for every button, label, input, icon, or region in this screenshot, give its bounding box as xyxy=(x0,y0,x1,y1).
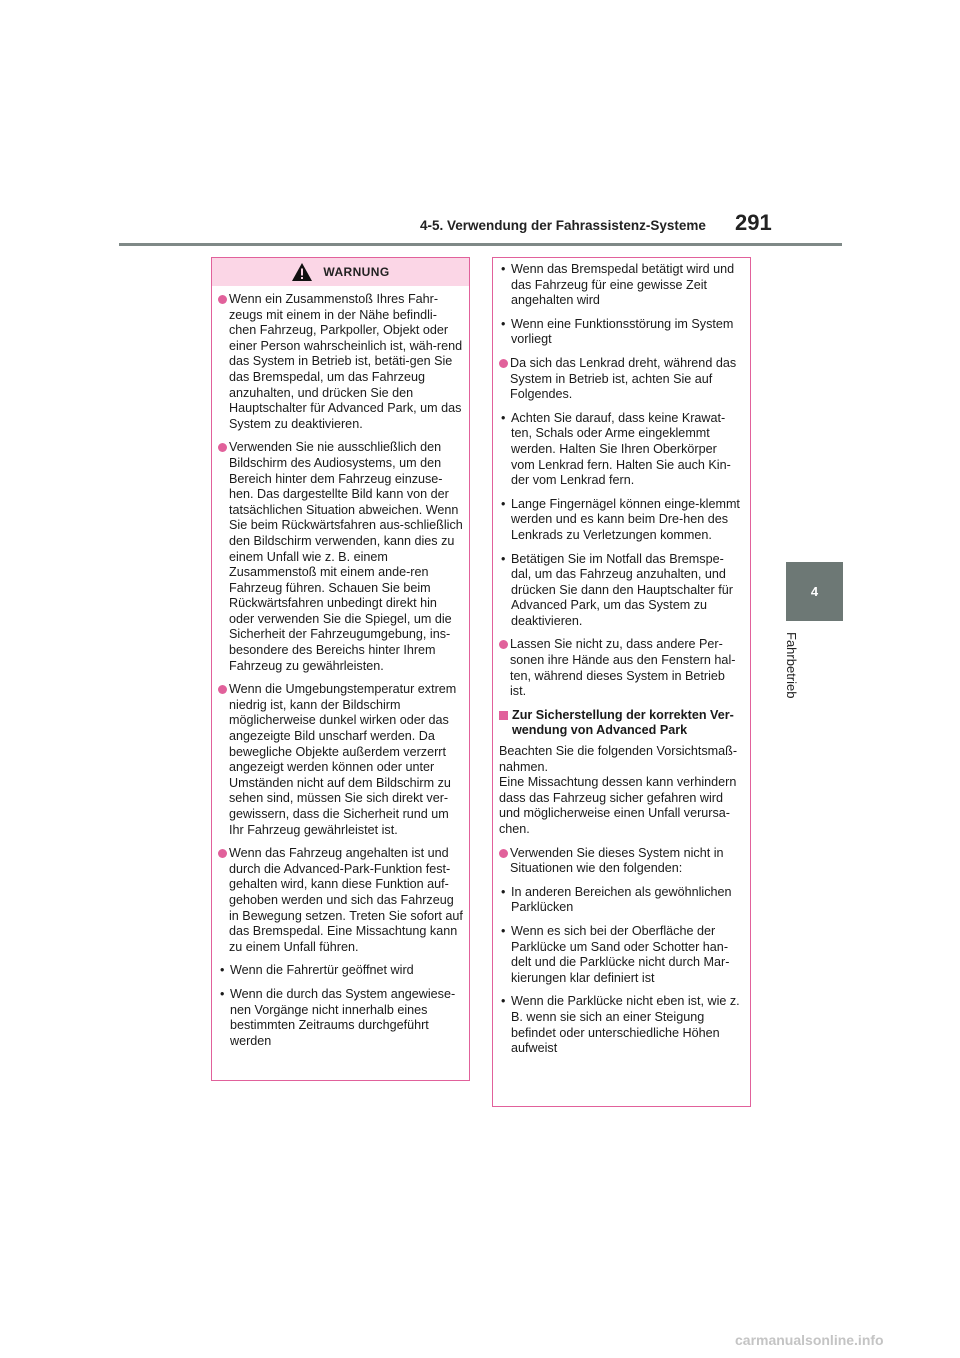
warning-item: Wenn ein Zusammenstoß Ihres Fahr-zeugs mit einem in der Nähe befindli-chen Fahrzeug, Parkpoller, Objekt oder einer Person wahrscheinlich ist, wäh-rend das System in Betrieb ist, betäti-gen Sie das Bremspedal, um das Fahrzeug anzuhalten, und drücken Sie den Hauptschalter für Advanced Park, um das System zu deaktivieren. xyxy=(218,292,463,432)
section-title: 4-5. Verwendung der Fahrassistenz-Systeme xyxy=(420,218,706,233)
warning-item: Verwenden Sie nie ausschließlich den Bildschirm des Audiosystems, um den Bereich hinter dem Fahrzeug einzuse-hen. Das dargestellte Bild kann von der tatsächlichen Situation abweichen. Wenn Sie beim Rückwärtsfahren aus-schließlich den Bildschirm verwenden, kann dies zu einem Unfall wie z. B. einem Zusammenstoß mit einem ande-ren Fahrzeug führen. Schauen Sie beim Rückwärtsfahren unbedingt direkt hin oder verwenden Sie die Spiegel, um die Sicherheit der Fahrzeugumgebung, ins-besondere des Bereichs hinter Ihrem Fahrzeug zu gewährleisten. xyxy=(218,440,463,674)
section-intro-2: Eine Missachtung dessen kann verhindern dass das Fahrzeug sicher gefahren wird und möglicherweise einen Unfall verursa-chen. xyxy=(499,775,737,836)
continuation-content xyxy=(493,258,750,1057)
hands-item: Lassen Sie nicht zu, dass andere Per-sonen ihre Hände aus den Fenstern hal-ten, während dieses System in Betrieb ist. xyxy=(499,637,744,699)
steering-bullet: • Achten Sie darauf, dass keine Krawat-ten, Schals oder Arme eingeklemmt werden. Halten Sie Ihren Oberkörper vom Lenkrad fern. Halten Sie auch Kin-der vom Lenkrad fern. xyxy=(499,411,744,489)
watermark: carmanualsonline.info xyxy=(735,1332,884,1348)
header-rule xyxy=(119,243,842,246)
warning-box xyxy=(211,257,470,1081)
warning-triangle-icon xyxy=(291,262,313,282)
continuation-bullet: • Wenn eine Funktionsstörung im System vorliegt xyxy=(499,317,744,348)
warning-bullet: • Wenn die durch das System angewiese-nen Vorgänge nicht innerhalb eines bestimmten Zeitraums durchgeführt werden xyxy=(218,987,463,1049)
chapter-label: Fahrbetrieb xyxy=(784,632,799,699)
steering-bullet: • Lange Fingernägel können einge-klemmt werden und es kann beim Dre-hen des Lenkrads zu Verletzungen kommen. xyxy=(499,497,744,544)
warning-header xyxy=(212,258,469,286)
warning-title: WARNUNG xyxy=(323,265,390,279)
steering-item: Da sich das Lenkrad dreht, während das System in Betrieb ist, achten Sie auf Folgendes. xyxy=(499,356,744,403)
section-intro: Beachten Sie die folgenden Vorsichtsmaß-nahmen. xyxy=(499,744,738,774)
steering-bullet: • Betätigen Sie im Notfall das Bremspe-dal, um das Fahrzeug anzuhalten, und drücken Sie dann den Hauptschalter für Advanced Park, um das System zu deaktivieren. xyxy=(499,552,744,630)
chapter-tab xyxy=(786,562,843,621)
usage-bullet: • In anderen Bereichen als gewöhnlichen Parklücken xyxy=(499,885,744,916)
section-heading: Zur Sicherstellung der korrekten Ver-wendung von Advanced Park xyxy=(499,708,744,739)
usage-bullet: • Wenn die Parklücke nicht eben ist, wie z. B. wenn sie sich an einer Steigung befindet oder unterschiedliche Höhen aufweist xyxy=(499,994,744,1056)
continuation-bullet: • Wenn das Bremspedal betätigt wird und das Fahrzeug für eine gewisse Zeit angehalten wird xyxy=(499,262,744,309)
usage-bullet: • Wenn es sich bei der Oberfläche der Parklücke um Sand oder Schotter han-delt und die Parklücke nicht durch Mar-kierungen klar definiert ist xyxy=(499,924,744,986)
usage-item: Verwenden Sie dieses System nicht in Situationen wie den folgenden: xyxy=(499,846,744,877)
warning-content xyxy=(212,286,469,1049)
warning-item: Wenn die Umgebungstemperatur extrem niedrig ist, kann der Bildschirm möglicherweise dunkel wirken oder das angezeigte Bild unscharf werden. Da bewegliche Objekte außerdem verzerrt angezeigt werden können oder unter Umständen nicht auf dem Bildschirm zu sehen sind, müssen Sie sich direkt ver-gewissern, dass die Sicherheit rund um Ihr Fahrzeug gewährleistet ist. xyxy=(218,682,463,838)
warning-item: Wenn das Fahrzeug angehalten ist und durch die Advanced-Park-Funktion fest-gehalten wird, kann diese Funktion auf-gehoben werden und sich das Fahrzeug in Bewegung setzen. Treten Sie sofort auf das Bremspedal. Eine Missachtung kann zu einem Unfall führen. xyxy=(218,846,463,955)
page-number: 291 xyxy=(735,210,772,235)
warning-bullet: • Wenn die Fahrertür geöffnet wird xyxy=(218,963,463,979)
chapter-number: 4 xyxy=(810,584,819,599)
warning-continuation-box xyxy=(492,257,751,1107)
